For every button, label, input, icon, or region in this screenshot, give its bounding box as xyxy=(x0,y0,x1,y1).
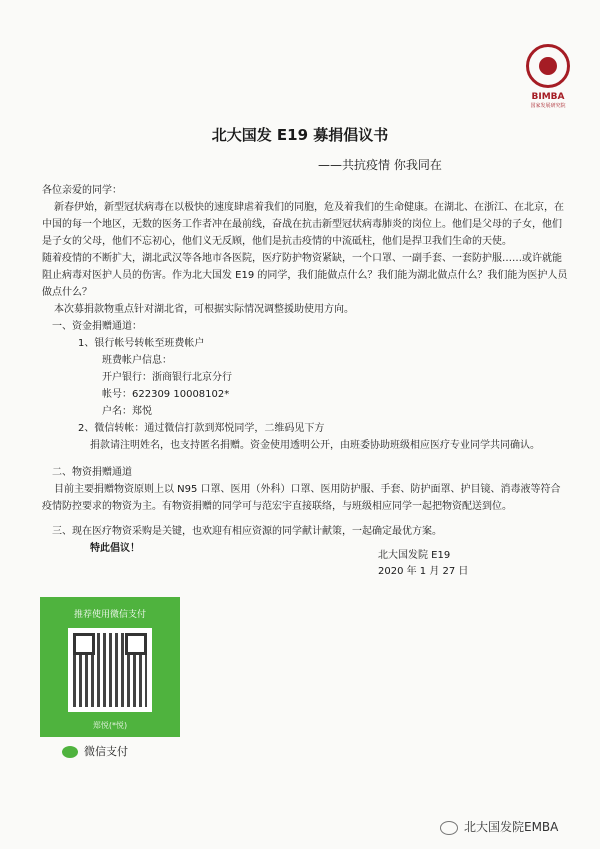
section-3-heading: 三、现在医疗物资采购是关键，也欢迎有相应资源的同学献计献策，一起确定最优方案。 xyxy=(52,526,442,537)
section-2-text: 目前主要捐赠物资原则上以 N95 口罩、医用（外科）口罩、医用防护服、手套、防护面罩、护目镜、消毒液等符合疫情防控要求的物资为主。有物资捐赠的同学可与范宏宇直接联络，与班级相应同学一起把物资配送到位。 xyxy=(42,484,561,512)
document-body xyxy=(42,182,570,557)
section-1-item-2: 2、微信转帐：通过微信打款到郑悦同学，二维码见下方 xyxy=(78,423,325,434)
section-2-heading: 二、物资捐赠通道 xyxy=(52,467,132,478)
account-number: 帐号：622309 10008102* xyxy=(102,389,230,400)
wechat-pay-card xyxy=(40,597,180,737)
wechat-icon xyxy=(440,821,458,835)
peking-university-seal-icon xyxy=(526,44,570,88)
section-1-item-1: 1、银行帐号转帐至班费帐户 xyxy=(78,338,205,349)
wechat-pay-brand xyxy=(62,743,128,759)
bimba-logo xyxy=(520,44,576,109)
signature-org: 北大国发院 E19 xyxy=(378,550,451,561)
watermark xyxy=(440,818,558,835)
logo-subtext: 国家发展研究院 xyxy=(530,103,566,109)
greeting: 各位亲爱的同学： xyxy=(42,185,122,196)
qr-code-icon xyxy=(73,633,147,707)
paragraph-3: 本次募捐款物重点针对湖北省，可根据实际情况调整援助使用方向。 xyxy=(54,304,354,315)
document-subtitle: ——共抗疫情 你我同在 xyxy=(318,158,442,172)
signature-date: 2020 年 1 月 27 日 xyxy=(378,566,469,577)
section-1-heading: 一、资金捐赠通道： xyxy=(52,321,142,332)
closing: 特此倡议！ xyxy=(90,543,140,554)
watermark-text: 北大国发院EMBA xyxy=(464,820,559,834)
paragraph-2: 随着疫情的不断扩大，湖北武汉等各地市各医院，医疗防护物资紧缺，一个口罩、一副手套、一套防护服……或许就能阻止病毒对医护人员的伤害。作为北大国发 E19 的同学，我们能做点什么？我们能为湖北做点什么？我们能为医护人员做点什么？ xyxy=(42,253,568,298)
account-info-label: 班费帐户信息： xyxy=(102,355,172,366)
pay-card-title: 推荐使用微信支付 xyxy=(73,610,146,620)
signature-block xyxy=(378,548,468,580)
wechat-pay-icon xyxy=(62,746,78,758)
document-title: 北大国发 E19 募捐倡议书 xyxy=(211,126,389,144)
logo-text: BIMBA xyxy=(531,92,565,102)
qr-code xyxy=(68,628,152,712)
paragraph-1: 新春伊始，新型冠状病毒在以极快的速度肆虐着我们的同胞，危及着我们的生命健康。在湖北、在浙江、在北京，在中国的每一个地区，无数的医务工作者冲在最前线，奋战在抗击新型冠状病毒肺炎的岗位上。他们是父母的子女，他们是子女的父母，他们不忘初心，他们义无反顾，他们是抗击疫情的中流砥柱，他们是捍卫我们生命的天使。 xyxy=(42,202,564,247)
payee-name: 郑悦(*悦) xyxy=(92,721,128,730)
account-holder: 户名：郑悦 xyxy=(102,406,152,417)
donation-note: 捐款请注明姓名，也支持匿名捐赠。资金使用透明公开，由班委协助班级相应医疗专业同学共同确认。 xyxy=(90,440,540,451)
bank-name: 开户银行：浙商银行北京分行 xyxy=(102,372,232,383)
wechat-pay-label: 微信支付 xyxy=(84,745,128,758)
